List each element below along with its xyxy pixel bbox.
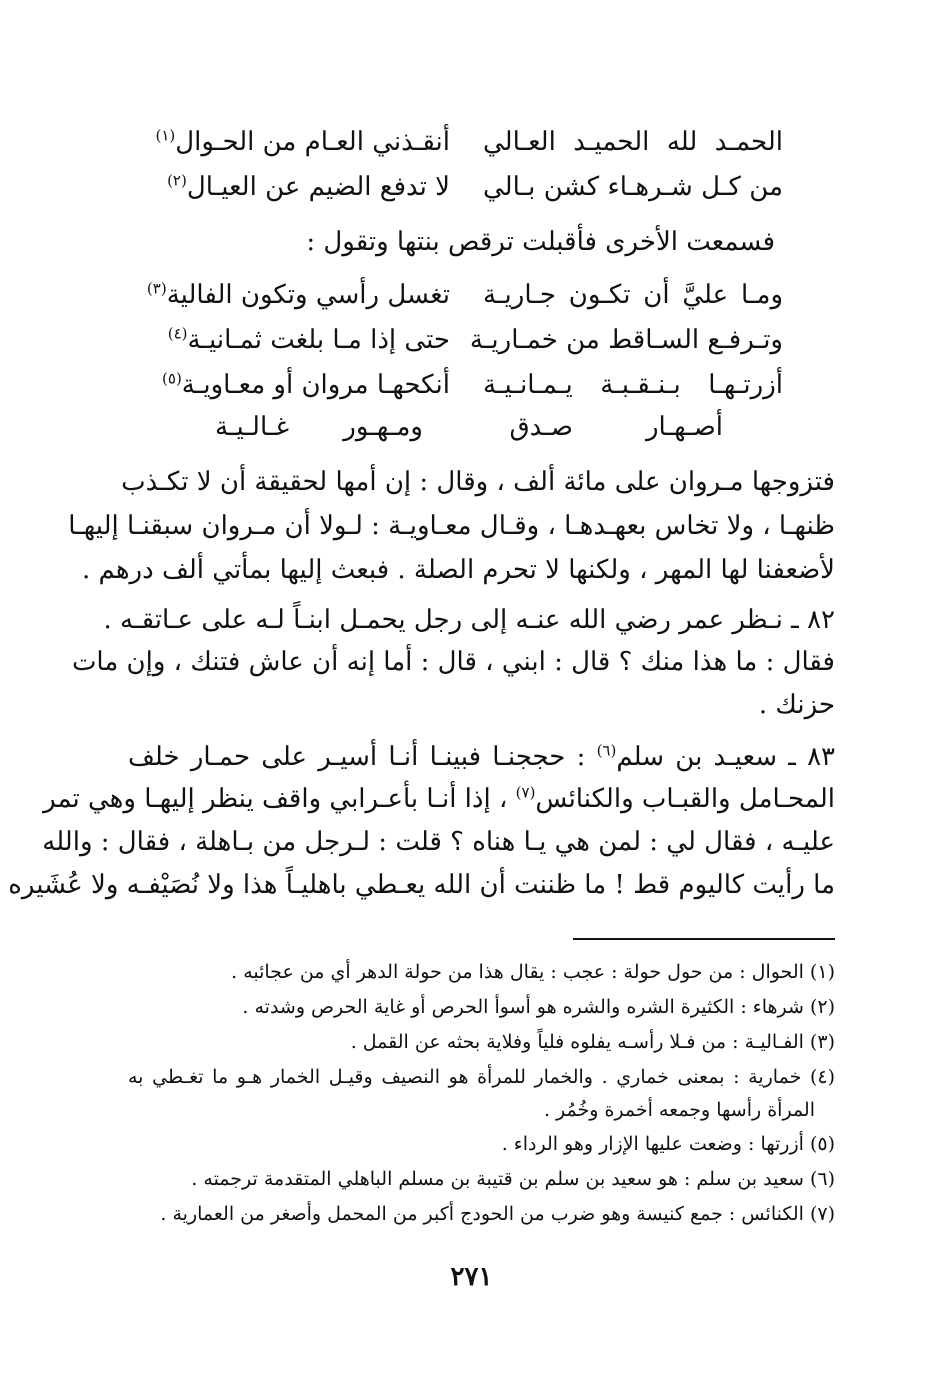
verse-first-hemistich: وتـرفـع السـاقط من خمـاريـة [469, 325, 783, 355]
verse-first-hemistich: أزرتـهـا بـنـقـبـة يـمـانـيـة [483, 370, 783, 400]
paragraph-line: ظنهـا ، ولا تخاس بعهـدهـا ، وقـال معـاويـة : لـولا أن مـروان سبقنـا إليهـا [68, 511, 835, 541]
verse-first-hemistich: من كـل شـرهـاء كشن بـالي [483, 172, 783, 202]
footnote: (٧) الكنائس : جمع كنيسة وهو ضرب من الحودج أكبر من المحمل وأصغر من العمارية . [160, 1203, 835, 1225]
poem-verse [150, 317, 783, 363]
verse-second-hemistich: حتى إذا مـا بلغت ثمـانيـة$^{(٤)}$ [167, 324, 450, 355]
verse-first-hemistich: ومـا عليَّ أن تكـون جـاريـة [483, 280, 783, 310]
verse-first-hemistich: الحمـد لله الحميـد العـالي [483, 127, 783, 157]
footnote-ref: (١) [155, 126, 176, 145]
footnote: (٤) خمارية : بمعنى خماري . والخمار للمرأة هو النصيف وقيـل الخمار هـو ما تغـطي به [128, 1066, 835, 1088]
footnote: (٢) شرهاء : الكثيرة الشره والشره هو أسوأ الحرص أو غاية الحرص وشدته . [242, 996, 835, 1018]
footnote-ref: (٦) [596, 741, 617, 760]
footnote: (٦) سعيد بن سلم : هو سعيد بن سلم بن قتيبة بن مسلم الباهلي المتقدمة ترجمته . [191, 1168, 835, 1190]
paragraph-line: ٨٢ ـ نـظر عمر رضي الله عنـه إلى رجل يحمـل ابنـاً لـه على عـاتقـه . [103, 605, 835, 635]
footnote-divider [573, 938, 835, 940]
verse-word: أصـهـار [646, 412, 723, 442]
intro-line: فسمعت الأخرى فأقبلت ترقص بنتها وتقول : [306, 227, 775, 257]
poem-verse [150, 119, 783, 165]
paragraph-line: حزنك . [758, 690, 835, 720]
footnote-ref: (٧) [515, 783, 536, 802]
verse-second-hemistich: تغسل رأسي وتكون الفالية$^{(٣)}$ [146, 279, 450, 310]
footnote-continuation: المرأة رأسها وجمعه أخمرة وخُمُر . [543, 1099, 815, 1121]
footnote-ref: (٣) [146, 279, 167, 298]
paragraph-line: ٨٣ ـ سعيـد بن سلم$^{(٦)}$ : حججنـا فبينـا أنـا أسيـر على حمـار خلف [128, 741, 835, 772]
paragraph-line: عليـه ، فقال لي : لمن هي يـا هناه ؟ قلت : لـرجل من بـاهلة ، فقال : والله [42, 827, 835, 857]
verse-word: صـدق [509, 412, 573, 442]
verse-word: غـالـيـة [215, 412, 290, 442]
footnote-ref: (٥) [162, 369, 182, 388]
paragraph-line: لأضعفنا لها المهر ، ولكنها لا تحرم الصلة . فبعث إليها بمأتي ألف درهم . [82, 555, 835, 585]
verse-second-hemistich: أنكحهـا مروان أو معـاويـة$^{(٥)}$ [162, 369, 450, 400]
footnote: (١) الحوال : من حول حولة : عجب : يقال هذا من حولة الدهر أي من عجائبه . [231, 961, 835, 983]
verse-second-hemistich: أنقـذني العـام من الحـوال$^{(١)}$ [155, 126, 450, 157]
paragraph-line: فتزوجها مـروان على مائة ألف ، وقال : إن أمها لحقيقة أن لا تكـذب [121, 467, 835, 497]
paragraph-line: ما رأيت كاليوم قط ! ما ظننت أن الله يعـطي باهليـاً هذا ولا نُصَيْفـه ولا عُشَيره [8, 870, 835, 900]
footnote: (٥) أزرتها : وضعت عليها الإزار وهو الرداء . [501, 1133, 835, 1155]
poem-verse [146, 272, 783, 318]
poem-verse [150, 362, 783, 408]
page-number: ٢٧١ [450, 1262, 493, 1292]
paragraph-line: فقال : ما هذا منك ؟ قال : ابني ، قال : أما إنه أن عاش فتنك ، وإن مات [71, 647, 835, 677]
footnote: (٣) الفـاليـة : من فـلا رأسـه يفلوه فلياً وفلاية بحثه عن القمل . [350, 1031, 835, 1053]
poem-last-verse [215, 404, 723, 450]
poem-verse [150, 164, 783, 210]
verse-second-hemistich: لا تدفع الضيم عن العيـال$^{(٢)}$ [167, 171, 450, 202]
paragraph-line: المحـامل والقبـاب والكنائس$^{(٧)}$ ، إذا أنـا بأعـرابي واقف ينظر إليهـا وهي تمر [43, 783, 835, 814]
footnote-ref: (٤) [167, 324, 188, 343]
verse-word: ومـهـور [343, 412, 423, 442]
footnote-ref: (٢) [167, 171, 187, 190]
